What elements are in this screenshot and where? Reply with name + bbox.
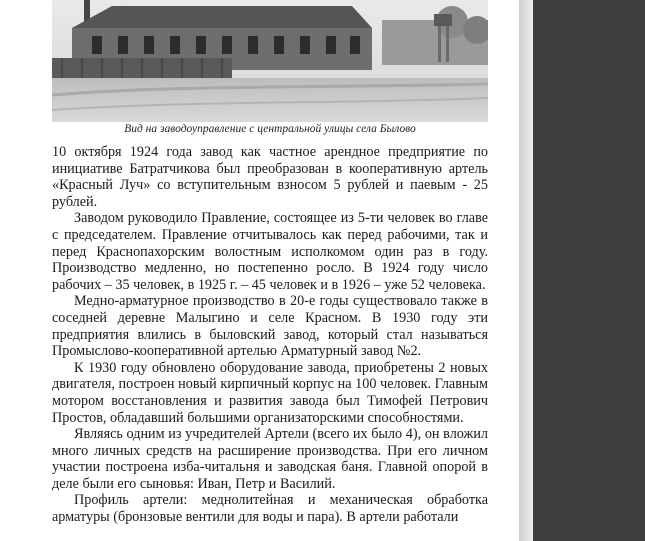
document-body: [52, 144, 488, 526]
paragraph: Медно-арматурное производство в 20-е годы существовало также в соседней деревне Малыгино и селе Красном. В 1930 году эти предприятия влились в быловский завод, который стал называться Промыслово-кооперативной артелью Арматурный завод №2.: [52, 293, 488, 360]
page-edge-shadow: [519, 0, 533, 541]
paragraph: К 1930 году обновлено оборудование завода, приобретены 2 новых двигателя, построен новый кирпичный корпус на 100 человек. Главным мотором восстановления и развития завода был Тимофей Петрович Простов, обладавший большими организаторскими способностями.: [52, 359, 488, 426]
historical-photo: [52, 0, 488, 122]
photo-caption: Вид на заводоуправление с центральной улицы села Былово: [124, 123, 416, 135]
viewer-side-panel: [533, 0, 645, 541]
paragraph: Профиль артели: меднолитейная и механическая обработка арматуры (бронзовые вентили для воды и пара). В артели работали: [52, 492, 488, 526]
paragraph: Являясь одним из учредителей Артели (всего их было 4), он вложил много личных средств на расширение производства. При его личном участии построена изба-читальня и заводская баня. Главной опорой в деле были его сыновья: Иван, Петр и Василий.: [52, 426, 488, 492]
paragraph: Заводом руководило Правление, состоящее из 5-ти человек во главе с председателем. Правление отчитывалось как перед рабочими, так и перед Краснопахорским волостным исполкомом один раз в году. Производство медленно, но постепенно росло. В 1924 году число рабочих – 35 человек, в 1925 г. – 45 человек и в 1926 – уже 52 человека.: [52, 210, 488, 293]
paragraph: 10 октября 1924 года завод как частное арендное предприятие по инициативе Батратчикова был преобразован в кооперативную артель «Красный Луч» со вступительным взносом 5 рублей и паевым - 25 рублей.: [52, 144, 488, 210]
